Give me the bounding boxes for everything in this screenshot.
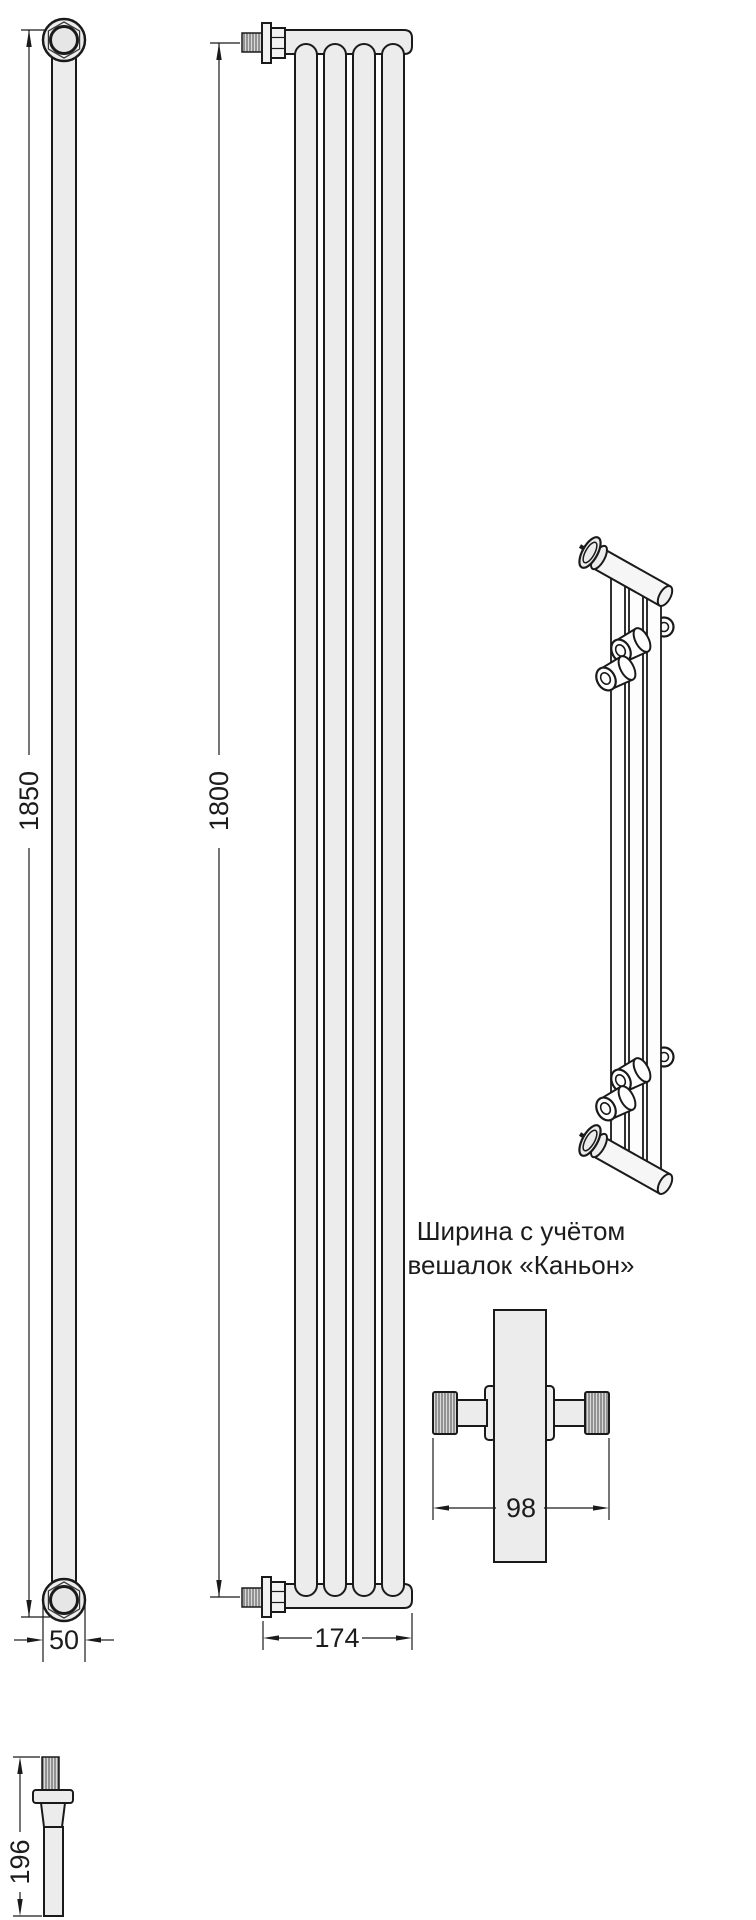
perspective-view (575, 534, 675, 1196)
dim-front-width (263, 1613, 412, 1653)
leg-flange (33, 1790, 73, 1803)
dim-174-label: 174 (314, 1623, 360, 1653)
leg-cylinder (44, 1827, 63, 1916)
front-view (204, 23, 412, 1653)
front-top-fitting (242, 23, 285, 63)
side-bar (52, 40, 76, 1600)
side-bottom-collector (43, 1579, 85, 1621)
caption (407, 1216, 634, 1280)
top-view-detail (433, 1310, 609, 1562)
leg-detail (5, 1757, 73, 1916)
dim-98-label: 98 (505, 1493, 537, 1523)
front-bottom-fitting (242, 1577, 285, 1617)
front-tubes (295, 44, 404, 1596)
dim-1800-label: 1800 (204, 770, 234, 832)
dim-1850-label: 1850 (14, 770, 44, 832)
hanger-knobs-lower (592, 1055, 653, 1123)
hanger-knobs-upper (592, 625, 653, 693)
caption-line2: вешалок «Каньон» (407, 1250, 635, 1280)
hanger-stem-right (554, 1400, 585, 1426)
dim-tube-height (204, 43, 240, 1597)
hanger-stem-left (456, 1400, 487, 1426)
side-top-collector (43, 19, 85, 61)
dim-50-label: 50 (48, 1625, 80, 1655)
dim-overall-height (14, 30, 50, 1617)
dim-196-label: 196 (5, 1839, 35, 1885)
hanger-cap-right (585, 1392, 609, 1434)
hanger-cap-left (433, 1392, 457, 1434)
caption-line1: Ширина с учётом (416, 1216, 626, 1246)
rail-band (494, 1310, 546, 1562)
side-view (14, 19, 114, 1662)
leg-neck (41, 1803, 65, 1827)
dim-leg-length (5, 1757, 42, 1916)
leg-thread (42, 1757, 59, 1790)
